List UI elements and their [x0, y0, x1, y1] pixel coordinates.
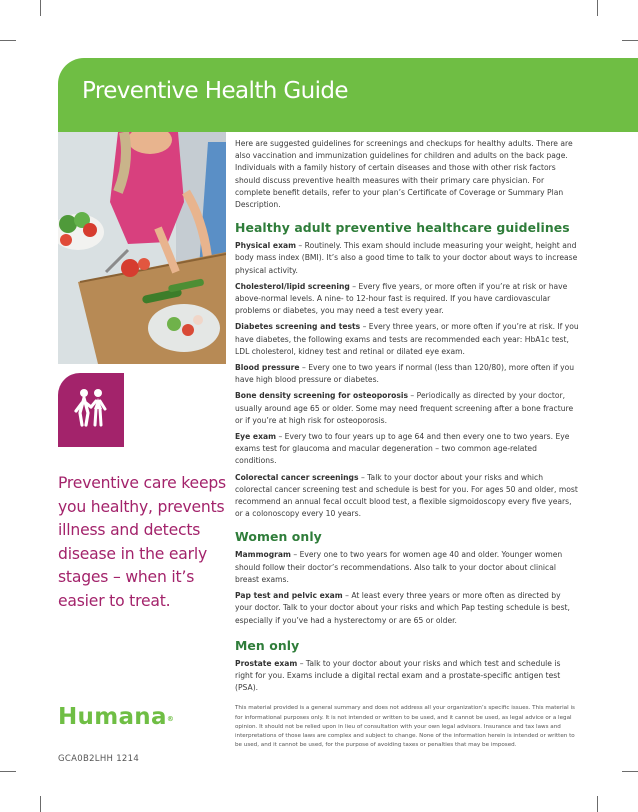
guideline-term: Prostate exam: [235, 658, 298, 668]
guideline-item: [235, 321, 580, 358]
women-only-heading: Women only: [235, 529, 322, 545]
guideline-text: – Every one to two years if normal (less than 120/80), more often if you have high blood pressure or diabetes.: [235, 363, 575, 385]
crop-mark: [622, 40, 638, 41]
guideline-text: – Every five years, or more often if you’re at risk or have above-normal levels. A nine- to 12-hour fast is required. If you have cardiovascular problems or diabetes, you may need a test every year.: [235, 281, 568, 316]
title-banner: [58, 58, 638, 132]
guideline-text: – Periodically as directed by your doctor, usually around age 65 or older. Some may need frequent screening after a bone fracture or if you’re at high risk for osteoporosis.: [235, 391, 574, 425]
crop-mark: [622, 771, 638, 772]
guideline-term: Blood pressure: [235, 363, 300, 373]
guideline-item: [235, 240, 580, 277]
guideline-text: – At least every three years or more often as directed by your doctor. Talk to your doctor about your risks and which Pap testing schedule is best, especially if you’ve had a hysterectomy or are 65 or older.: [235, 591, 570, 625]
adult-guidelines-heading: Healthy adult preventive healthcare guidelines: [235, 220, 570, 236]
guideline-item: [235, 549, 580, 586]
crop-mark: [597, 0, 598, 16]
form-code: GCA0B2LHH 1214: [58, 754, 140, 764]
guideline-text: – Talk to your doctor about your risks and which colorectal cancer screening test and schedule is best for you. For ages 50 and older, most recommend an annual fecal occult blood test, a flexible sigmoidoscopy every five years, or a colonoscopy every 10 years.: [235, 472, 578, 519]
guideline-item: [235, 658, 580, 695]
guideline-term: Physical exam: [235, 241, 297, 251]
men-only-heading: Men only: [235, 637, 300, 653]
main-content: [235, 138, 580, 754]
guideline-term: Cholesterol/lipid screening: [235, 281, 350, 291]
guideline-term: Colorectal cancer screenings: [235, 472, 359, 482]
wellness-icon-tile: [58, 373, 124, 447]
guideline-term: Pap test and pelvic exam: [235, 591, 343, 601]
crop-mark: [0, 771, 16, 772]
cooking-illustration: [58, 132, 226, 364]
guideline-item: [235, 590, 580, 627]
guideline-text: – Routinely. This exam should include measuring your weight, height and body mass index (BMI). It’s also a good time to talk to your doctor about ways to increase physical activity.: [235, 241, 578, 275]
logo-text: Humana: [58, 704, 167, 730]
intro-paragraph: Here are suggested guidelines for screenings and checkups for healthy adults. There are also vaccination and immunization guidelines for children and adults on the back page. Individuals with a family history of certain diseases and those with other risk factors should discuss preventive health measures with their primary care physician. For complete benefit details, refer to your plan’s Certificate of Coverage or Summary Plan Description.: [235, 139, 573, 210]
humana-logo: [58, 704, 174, 730]
guideline-text: – Talk to your doctor about your risks and which test and schedule is right for you. Exams include a digital rectal exam and a prostate-specific antigen test (PSA).: [235, 658, 561, 693]
walking-couple-icon: [58, 373, 124, 447]
cooking-photo: [58, 132, 226, 364]
guideline-text: – Every one to two years for women age 40 and older. Younger women should follow their doctor’s recommendations. Also talk to your doctor about clinical breast exams.: [235, 550, 563, 584]
guideline-item: [235, 390, 580, 427]
crop-mark: [0, 40, 16, 41]
guideline-term: Bone density screening for osteoporosis: [235, 391, 409, 401]
guideline-term: Eye exam: [235, 432, 277, 442]
guideline-term: Mammogram: [235, 550, 291, 560]
page-title: Preventive Health Guide: [82, 78, 348, 104]
crop-mark: [40, 0, 41, 16]
guideline-text: – Every three years, or more often if you’re at risk. If you have diabetes, the following exams and tests are recommended each year: HbA1c test, LDL cholesterol, kidney test and retinal or dilated eye exam.: [235, 322, 579, 356]
registered-mark: ®: [166, 715, 175, 723]
guideline-item: [235, 362, 580, 386]
disclaimer: This material provided is a general summary and does not address all your organization’s specific issues. This material is for informational purposes only. It is not intended or written to be used, and it cannot be used, as legal advice or a legal opinion. It should not be relied upon in lieu of consultation with your own legal advisors. Insurance and tax laws and interpretations of those laws are complex and subject to change. None of the information herein is intended or written to be used, and it cannot be used, for the purpose of avoiding taxes or penalties that may be imposed.: [235, 705, 575, 749]
guideline-item: [235, 472, 580, 521]
guideline-term: Diabetes screening and tests: [235, 322, 361, 332]
sidebar-quote: Preventive care keeps you healthy, prevents illness and detects disease in the early stages – when it’s easier to treat.: [58, 474, 226, 610]
guideline-text: – Every two to four years up to age 64 and then every one to two years. Eye exams test for glaucoma and macular degeneration – two common age-related conditions.: [235, 432, 570, 466]
crop-mark: [40, 796, 41, 812]
guideline-item: [235, 281, 580, 318]
crop-mark: [597, 796, 598, 812]
guideline-item: [235, 431, 580, 468]
